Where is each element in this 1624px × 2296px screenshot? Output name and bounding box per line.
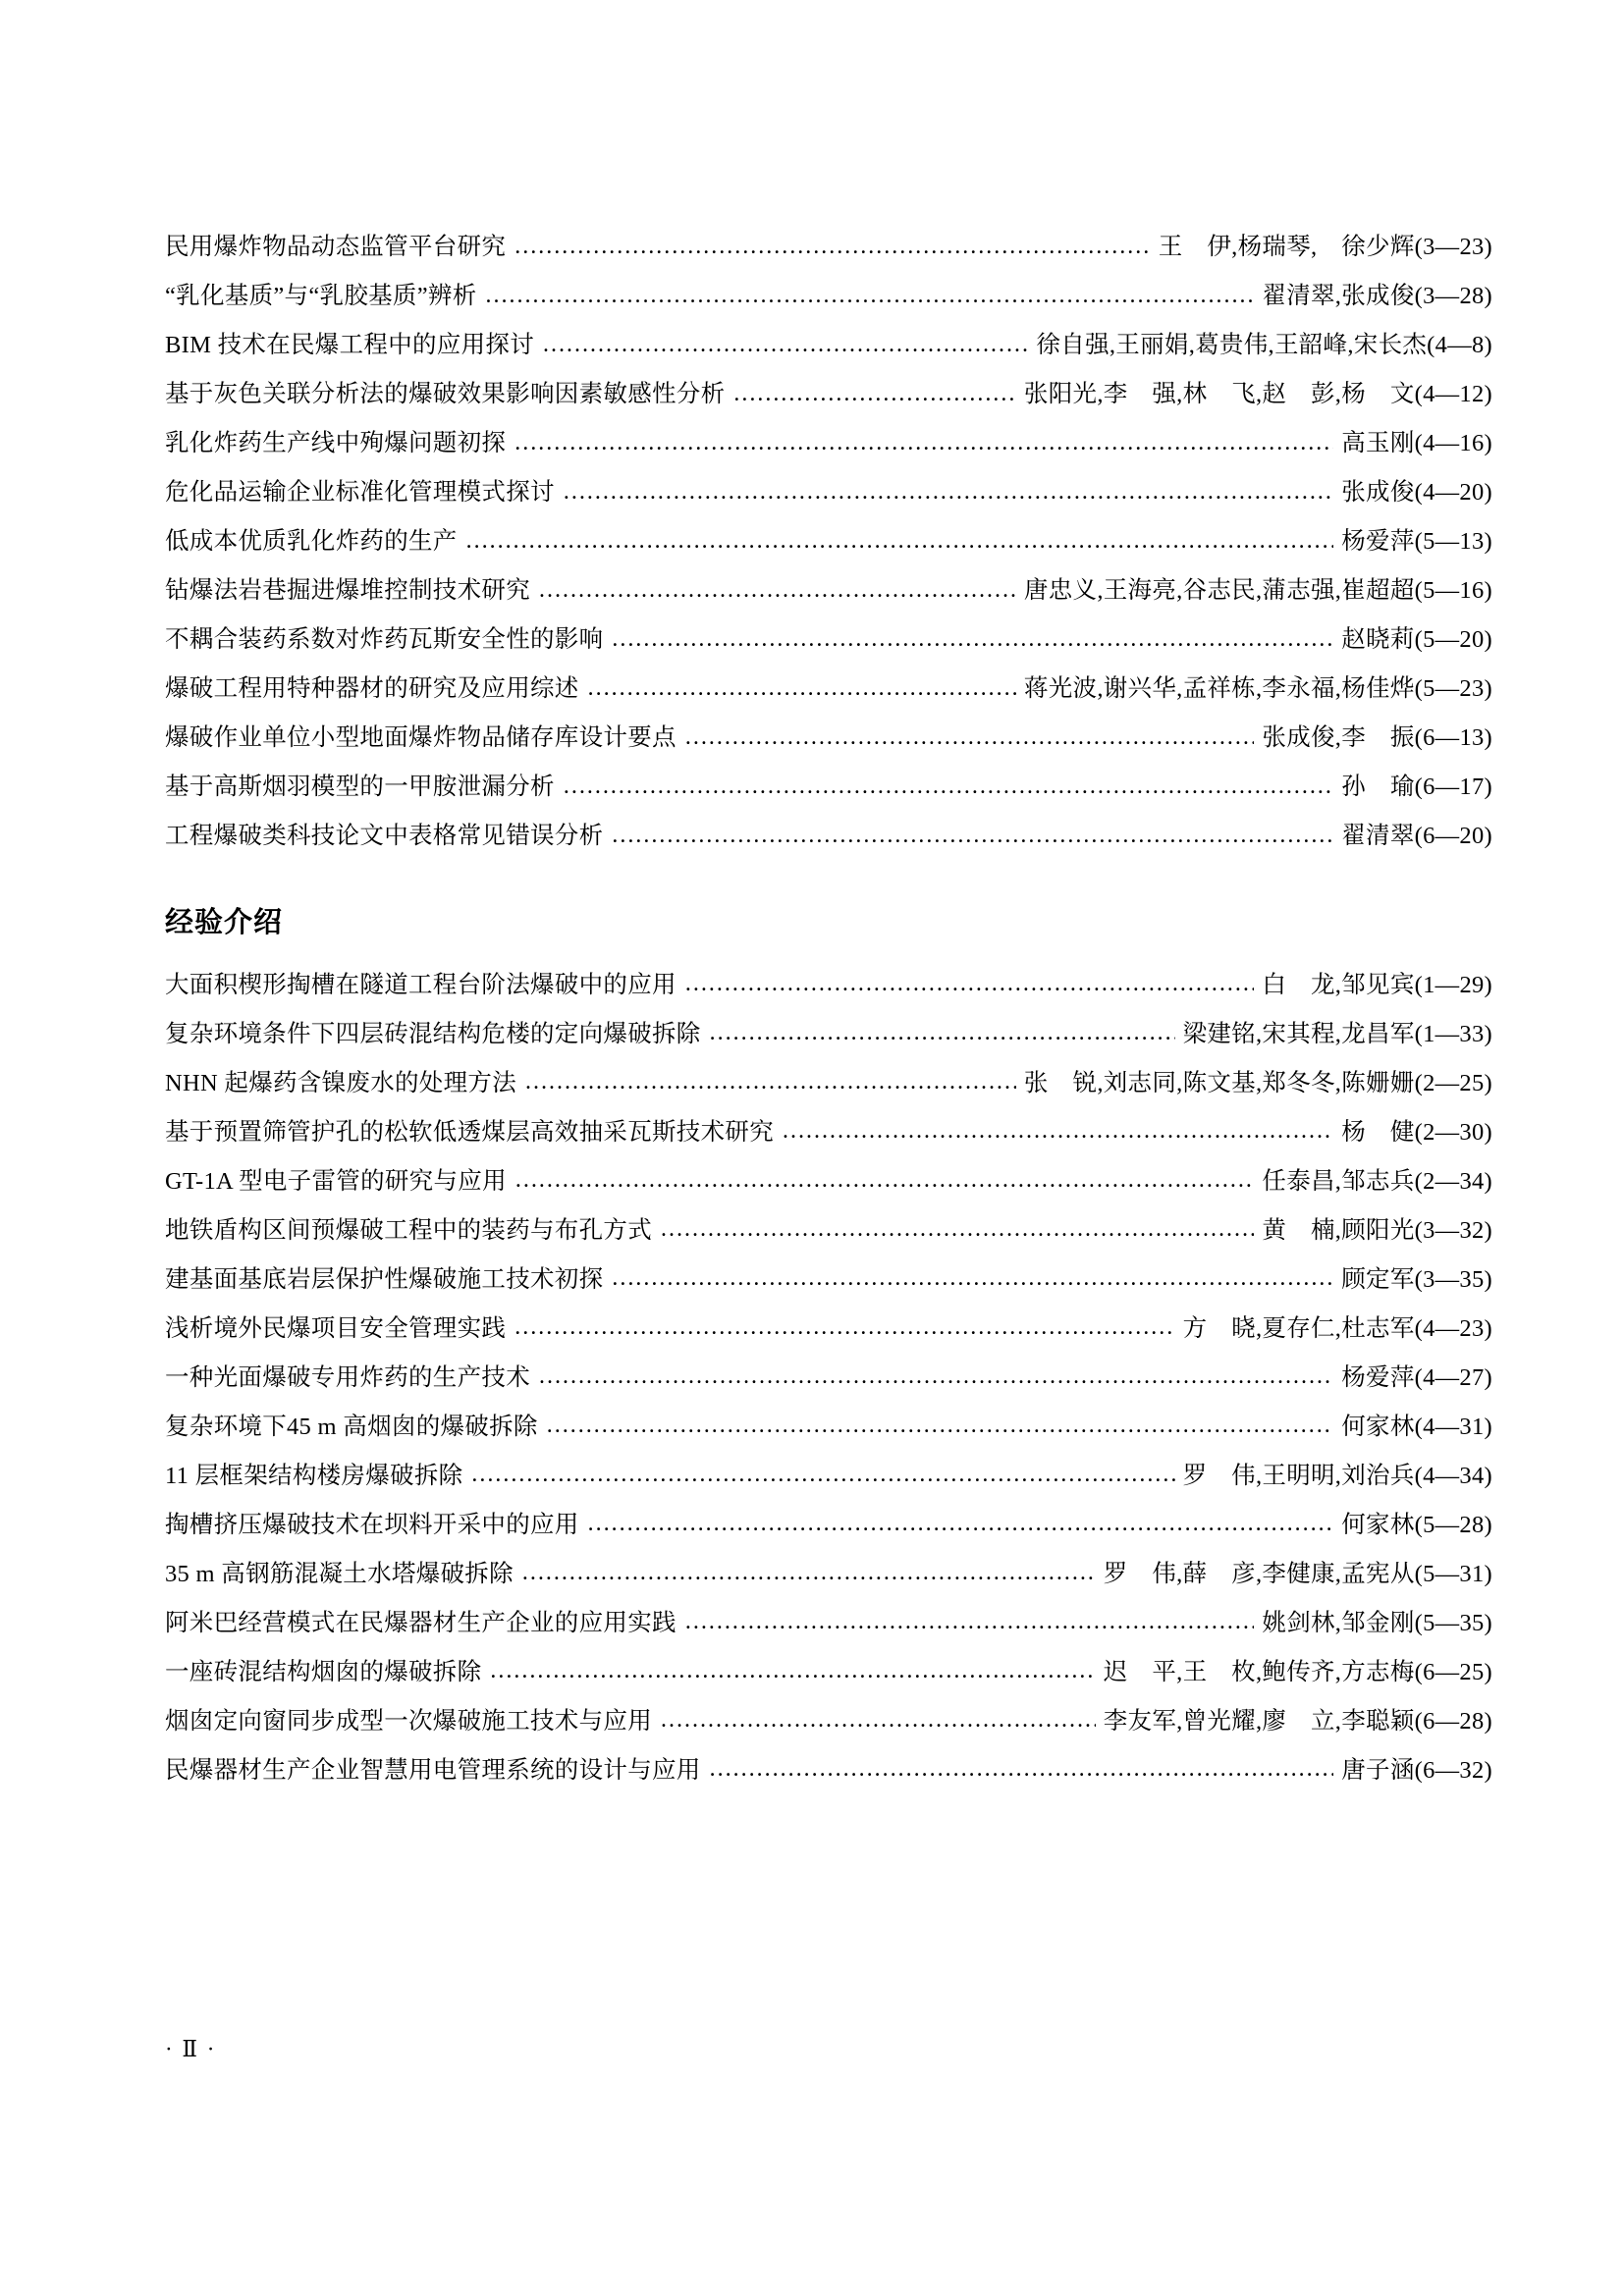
toc-entry-authors: 杨 健(2—30) <box>1341 1118 1492 1146</box>
toc-entry-title: BIM 技术在民爆工程中的应用探讨 <box>165 332 535 358</box>
toc-leader <box>684 974 1255 998</box>
toc-entry[interactable] <box>165 726 1492 751</box>
toc-entry-title: 一种光面爆破专用炸药的生产技术 <box>165 1363 530 1391</box>
section-heading: 经验介绍 <box>165 906 284 938</box>
toc-leader <box>660 1219 1254 1244</box>
toc-leader <box>489 1661 1095 1685</box>
toc-content <box>165 236 1492 1808</box>
toc-entry[interactable] <box>165 1415 1492 1440</box>
toc-entry-authors: 白 龙,邹见宾(1—29) <box>1262 971 1492 998</box>
toc-entry-title: 爆破作业单位小型地面爆炸物品储存库设计要点 <box>165 724 677 751</box>
toc-entry-authors: 唐子涵(6—32) <box>1341 1756 1492 1784</box>
toc-entry-authors: 张阳光,李 强,林 飞,赵 彭,杨 文(4—12) <box>1023 381 1492 407</box>
toc-entry-title: 基于灰色关联分析法的爆破效果影响因素敏感性分析 <box>165 381 726 407</box>
toc-entry[interactable] <box>165 1756 1492 1784</box>
toc-entry[interactable] <box>165 236 1492 260</box>
toc-entry-authors: 李友军,曾光耀,廖 立,李聪颖(6—28) <box>1103 1707 1492 1735</box>
toc-entry-authors: 顾定军(3—35) <box>1341 1265 1492 1293</box>
page-number: · Ⅱ · <box>165 2037 217 2061</box>
toc-entry[interactable] <box>165 1511 1492 1538</box>
toc-entry[interactable] <box>165 775 1492 800</box>
toc-leader <box>732 383 1016 407</box>
toc-entry[interactable] <box>165 1609 1492 1636</box>
toc-entry-title: 35 m 高钢筋混凝土水塔爆破拆除 <box>165 1560 514 1587</box>
toc-entry[interactable] <box>165 1462 1492 1489</box>
toc-leader <box>563 481 1333 506</box>
toc-entry-authors: 翟清翠(6—20) <box>1341 823 1492 849</box>
toc-entry-title: 大面积楔形掏槽在隧道工程台阶法爆破中的应用 <box>165 971 677 998</box>
toc-entry-title: 乳化炸药生产线中殉爆问题初探 <box>165 430 507 456</box>
toc-entry-authors: 蒋光波,谢兴华,孟祥栋,李永福,杨佳烨(5—23) <box>1023 675 1492 702</box>
toc-leader <box>587 677 1016 702</box>
toc-entry[interactable] <box>165 971 1492 998</box>
toc-leader <box>538 1366 1333 1391</box>
toc-entry-title: 地铁盾构区间预爆破工程中的装药与布孔方式 <box>165 1216 652 1244</box>
toc-entry-authors: 迟 平,王 枚,鲍传齐,方志梅(6—25) <box>1103 1658 1492 1685</box>
toc-leader <box>611 825 1333 849</box>
toc-entry[interactable] <box>165 1167 1492 1195</box>
toc-entry[interactable] <box>165 1118 1492 1146</box>
toc-leader <box>782 1121 1333 1146</box>
toc-entry-authors: 赵晓莉(5—20) <box>1341 626 1492 653</box>
toc-entry[interactable] <box>165 530 1492 555</box>
toc-entry[interactable] <box>165 1560 1492 1587</box>
toc-leader <box>465 530 1334 555</box>
toc-leader <box>514 1170 1255 1195</box>
toc-entry-authors: 何家林(5—28) <box>1341 1511 1492 1538</box>
toc-section-continued <box>165 236 1492 849</box>
toc-entry-title: 建基面基底岩层保护性爆破施工技术初探 <box>165 1265 604 1293</box>
toc-entry-title: 浅析境外民爆项目安全管理实践 <box>165 1314 507 1342</box>
toc-leader <box>684 726 1255 751</box>
toc-entry-authors: 张成俊(4—20) <box>1341 479 1492 506</box>
toc-leader <box>684 1612 1255 1636</box>
toc-entry[interactable] <box>165 1020 1492 1047</box>
toc-leader <box>542 334 1028 358</box>
toc-entry-title: 工程爆破类科技论文中表格常见错误分析 <box>165 823 604 849</box>
toc-entry[interactable] <box>165 628 1492 653</box>
toc-entry[interactable] <box>165 1658 1492 1685</box>
toc-leader <box>521 1563 1096 1587</box>
toc-entry-title: 爆破工程用特种器材的研究及应用综述 <box>165 675 579 702</box>
toc-leader <box>514 236 1151 260</box>
toc-leader <box>470 1465 1174 1489</box>
toc-entry-authors: 罗 伟,薛 彦,李健康,孟宪从(5—31) <box>1103 1560 1492 1587</box>
toc-entry[interactable] <box>165 1069 1492 1096</box>
toc-entry-title: 民用爆炸物品动态监管平台研究 <box>165 234 507 260</box>
toc-entry[interactable] <box>165 285 1492 309</box>
toc-section-experience <box>165 900 1492 1784</box>
toc-entry[interactable] <box>165 383 1492 407</box>
toc-leader <box>538 579 1016 604</box>
toc-entry-title: 复杂环境条件下四层砖混结构危楼的定向爆破拆除 <box>165 1020 701 1047</box>
toc-leader <box>709 1759 1334 1784</box>
toc-entry[interactable] <box>165 579 1492 604</box>
toc-entry-authors: 杨爱萍(4—27) <box>1341 1363 1492 1391</box>
toc-entry-authors: 杨爱萍(5—13) <box>1341 528 1492 555</box>
toc-entry-title: 11 层框架结构楼房爆破拆除 <box>165 1462 463 1489</box>
toc-leader <box>660 1710 1096 1735</box>
toc-entry[interactable] <box>165 677 1492 702</box>
toc-entry-authors: 王 伊,杨瑞琴, 徐少辉(3—23) <box>1158 234 1492 260</box>
toc-entry-authors: 方 晓,夏存仁,杜志军(4—23) <box>1182 1314 1492 1342</box>
toc-entry[interactable] <box>165 1707 1492 1735</box>
toc-entry-title: 复杂环境下45 m 高烟囱的爆破拆除 <box>165 1413 538 1440</box>
toc-leader <box>611 628 1333 653</box>
toc-entry-authors: 任泰昌,邹志兵(2—34) <box>1262 1167 1492 1195</box>
toc-leader <box>563 775 1333 800</box>
toc-leader <box>611 1268 1333 1293</box>
toc-entry-authors: 徐自强,王丽娟,葛贵伟,王韶峰,宋长杰(4—8) <box>1036 332 1492 358</box>
toc-leader <box>485 285 1255 309</box>
toc-leader <box>514 1317 1174 1342</box>
toc-entry[interactable] <box>165 432 1492 456</box>
toc-leader <box>524 1072 1016 1096</box>
toc-entry-title: 烟囱定向窗同步成型一次爆破施工技术与应用 <box>165 1707 652 1735</box>
toc-entry[interactable] <box>165 1216 1492 1244</box>
toc-entry-title: “乳化基质”与“乳胶基质”辨析 <box>165 283 477 309</box>
toc-entry-authors: 罗 伟,王明明,刘治兵(4—34) <box>1182 1462 1492 1489</box>
toc-entry[interactable] <box>165 1363 1492 1391</box>
toc-entry[interactable] <box>165 825 1492 849</box>
toc-entry-authors: 唐忠义,王海亮,谷志民,蒲志强,崔超超(5—16) <box>1023 577 1492 604</box>
toc-entry[interactable] <box>165 1314 1492 1342</box>
toc-entry-authors: 孙 瑜(6—17) <box>1341 774 1492 800</box>
toc-entry-authors: 何家林(4—31) <box>1341 1413 1492 1440</box>
toc-entry-title: GT-1A 型电子雷管的研究与应用 <box>165 1167 507 1195</box>
toc-entry-title: 危化品运输企业标准化管理模式探讨 <box>165 479 555 506</box>
toc-entry[interactable] <box>165 481 1492 506</box>
toc-entry-title: 民爆器材生产企业智慧用电管理系统的设计与应用 <box>165 1756 701 1784</box>
toc-entry-title: 阿米巴经营模式在民爆器材生产企业的应用实践 <box>165 1609 677 1636</box>
toc-entry-title: 钻爆法岩巷掘进爆堆控制技术研究 <box>165 577 530 604</box>
toc-leader <box>514 432 1333 456</box>
toc-entry-title: 低成本优质乳化炸药的生产 <box>165 528 458 555</box>
toc-leader <box>546 1415 1334 1440</box>
toc-leader <box>709 1023 1175 1047</box>
toc-entry-title: 基于预置筛管护孔的松软低透煤层高效抽采瓦斯技术研究 <box>165 1118 774 1146</box>
toc-entry-title: 不耦合装药系数对炸药瓦斯安全性的影响 <box>165 626 604 653</box>
toc-entry-title: NHN 起爆药含镍废水的处理方法 <box>165 1069 517 1096</box>
toc-entry-authors: 张成俊,李 振(6—13) <box>1262 724 1492 751</box>
toc-entry-title: 一座砖混结构烟囱的爆破拆除 <box>165 1658 482 1685</box>
toc-entry-title: 掏槽挤压爆破技术在坝料开采中的应用 <box>165 1511 579 1538</box>
toc-entry-authors: 姚剑林,邹金刚(5—35) <box>1262 1609 1492 1636</box>
toc-entry[interactable] <box>165 1265 1492 1293</box>
toc-entry-authors: 黄 楠,顾阳光(3—32) <box>1262 1216 1492 1244</box>
toc-entry-authors: 翟清翠,张成俊(3—28) <box>1262 283 1492 309</box>
toc-entry[interactable] <box>165 334 1492 358</box>
toc-entry-title: 基于高斯烟羽模型的一甲胺泄漏分析 <box>165 774 555 800</box>
toc-leader <box>587 1514 1334 1538</box>
toc-entry-authors: 高玉刚(4—16) <box>1341 430 1492 456</box>
toc-entry-authors: 梁建铭,宋其程,龙昌军(1—33) <box>1182 1020 1492 1047</box>
toc-entry-authors: 张 锐,刘志同,陈文基,郑冬冬,陈姗姗(2—25) <box>1023 1069 1492 1096</box>
